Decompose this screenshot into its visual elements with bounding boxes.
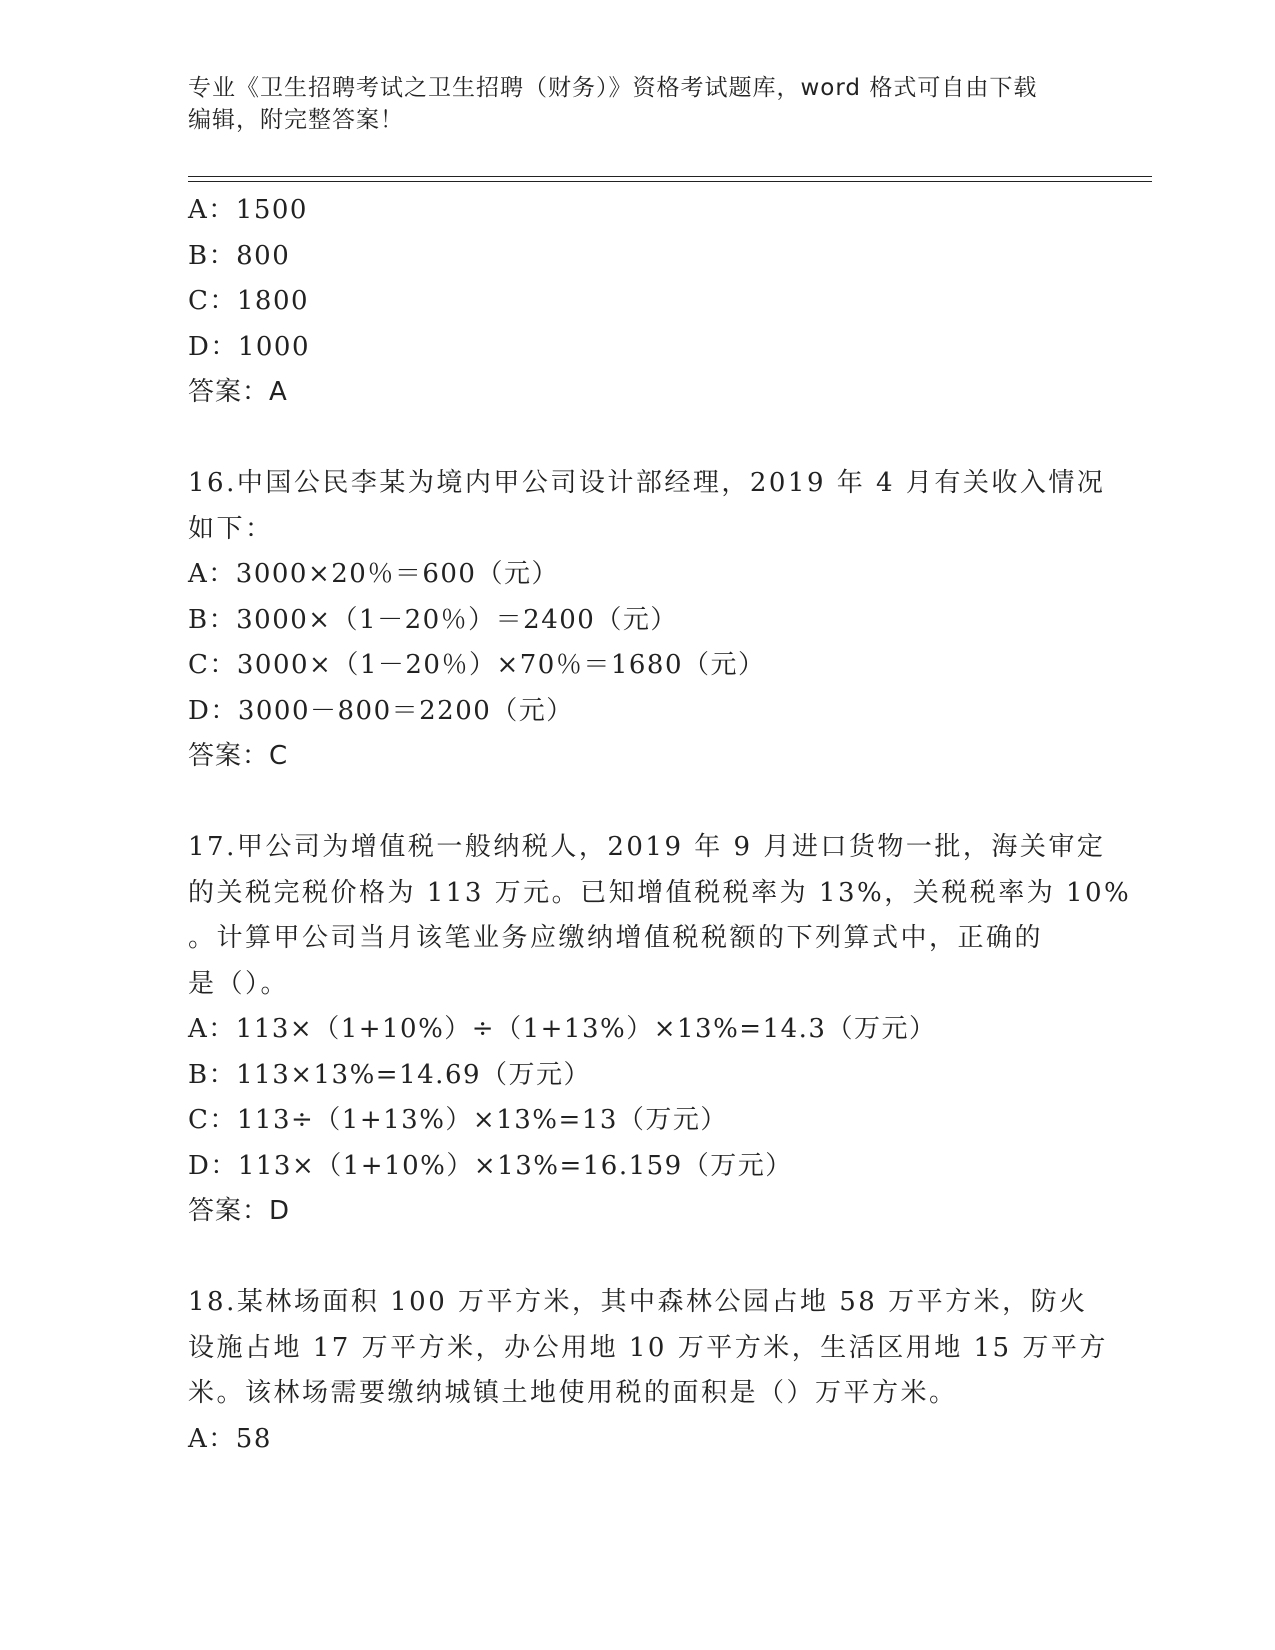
question-17 [188, 825, 1132, 1235]
header-line-1: 专业《卫生招聘考试之卫生招聘（财务）》资格考试题库，word 格式可自由下载 [188, 75, 1038, 101]
option-d: D：113×（1+10%）×13%=16.159（万元） [188, 1150, 793, 1181]
question-18 [188, 1280, 1108, 1462]
option-a: A：3000×20％＝600（元） [188, 559, 559, 589]
option-c: C：3000×（1－20％）×70％＝1680（元） [188, 650, 766, 680]
question-text-line: 的关税完税价格为 113 万元。已知增值税税率为 13%，关税税率为 10% [188, 877, 1132, 908]
question-text-line: 米。该林场需要缴纳城镇土地使用税的面积是（）万平方米。 [188, 1378, 958, 1408]
question-text-line: 18.某林场面积 100 万平方米，其中森林公园占地 58 万平方米，防火 [188, 1287, 1088, 1317]
option-c: C：1800 [188, 286, 310, 316]
question-15 [188, 188, 1088, 416]
answer-line: 答案：D [188, 1196, 291, 1226]
question-text-line: 是（）。 [188, 968, 290, 999]
document-header [188, 72, 1078, 136]
question-text-line: 17.甲公司为增值税一般纳税人，2019 年 9 月进口货物一批，海关审定 [188, 832, 1106, 862]
option-a: A：113×（1+10%）÷（1+13%）×13%=14.3（万元） [188, 1014, 937, 1044]
header-line-2: 编辑，附完整答案！ [188, 107, 404, 133]
option-b: B：3000×（1－20％）＝2400（元） [188, 604, 678, 635]
question-16 [188, 461, 1106, 780]
option-d: D：3000－800＝2200（元） [188, 695, 574, 726]
header-rule-bottom [188, 181, 1152, 182]
option-d: D：1000 [188, 331, 311, 362]
option-c: C：113÷（1+13%）×13%=13（万元） [188, 1105, 728, 1135]
question-list [188, 188, 1132, 1462]
option-a: A：1500 [188, 195, 308, 225]
question-text-line: 。计算甲公司当月该笔业务应缴纳增值税税额的下列算式中，正确的 [188, 923, 1044, 953]
question-text-line: 设施占地 17 万平方米，办公用地 10 万平方米，生活区用地 15 万平方 [188, 1332, 1108, 1363]
answer-line: 答案：A [188, 377, 288, 407]
header-rule-top [188, 176, 1152, 177]
question-text-line: 如下： [188, 513, 274, 544]
answer-line: 答案：C [188, 741, 289, 771]
option-b: B：800 [188, 240, 291, 271]
option-b: B：113×13%=14.69（万元） [188, 1059, 592, 1090]
option-a: A：58 [188, 1423, 272, 1454]
question-text-line: 16.中国公民李某为境内甲公司设计部经理，2019 年 4 月有关收入情况 [188, 468, 1106, 498]
